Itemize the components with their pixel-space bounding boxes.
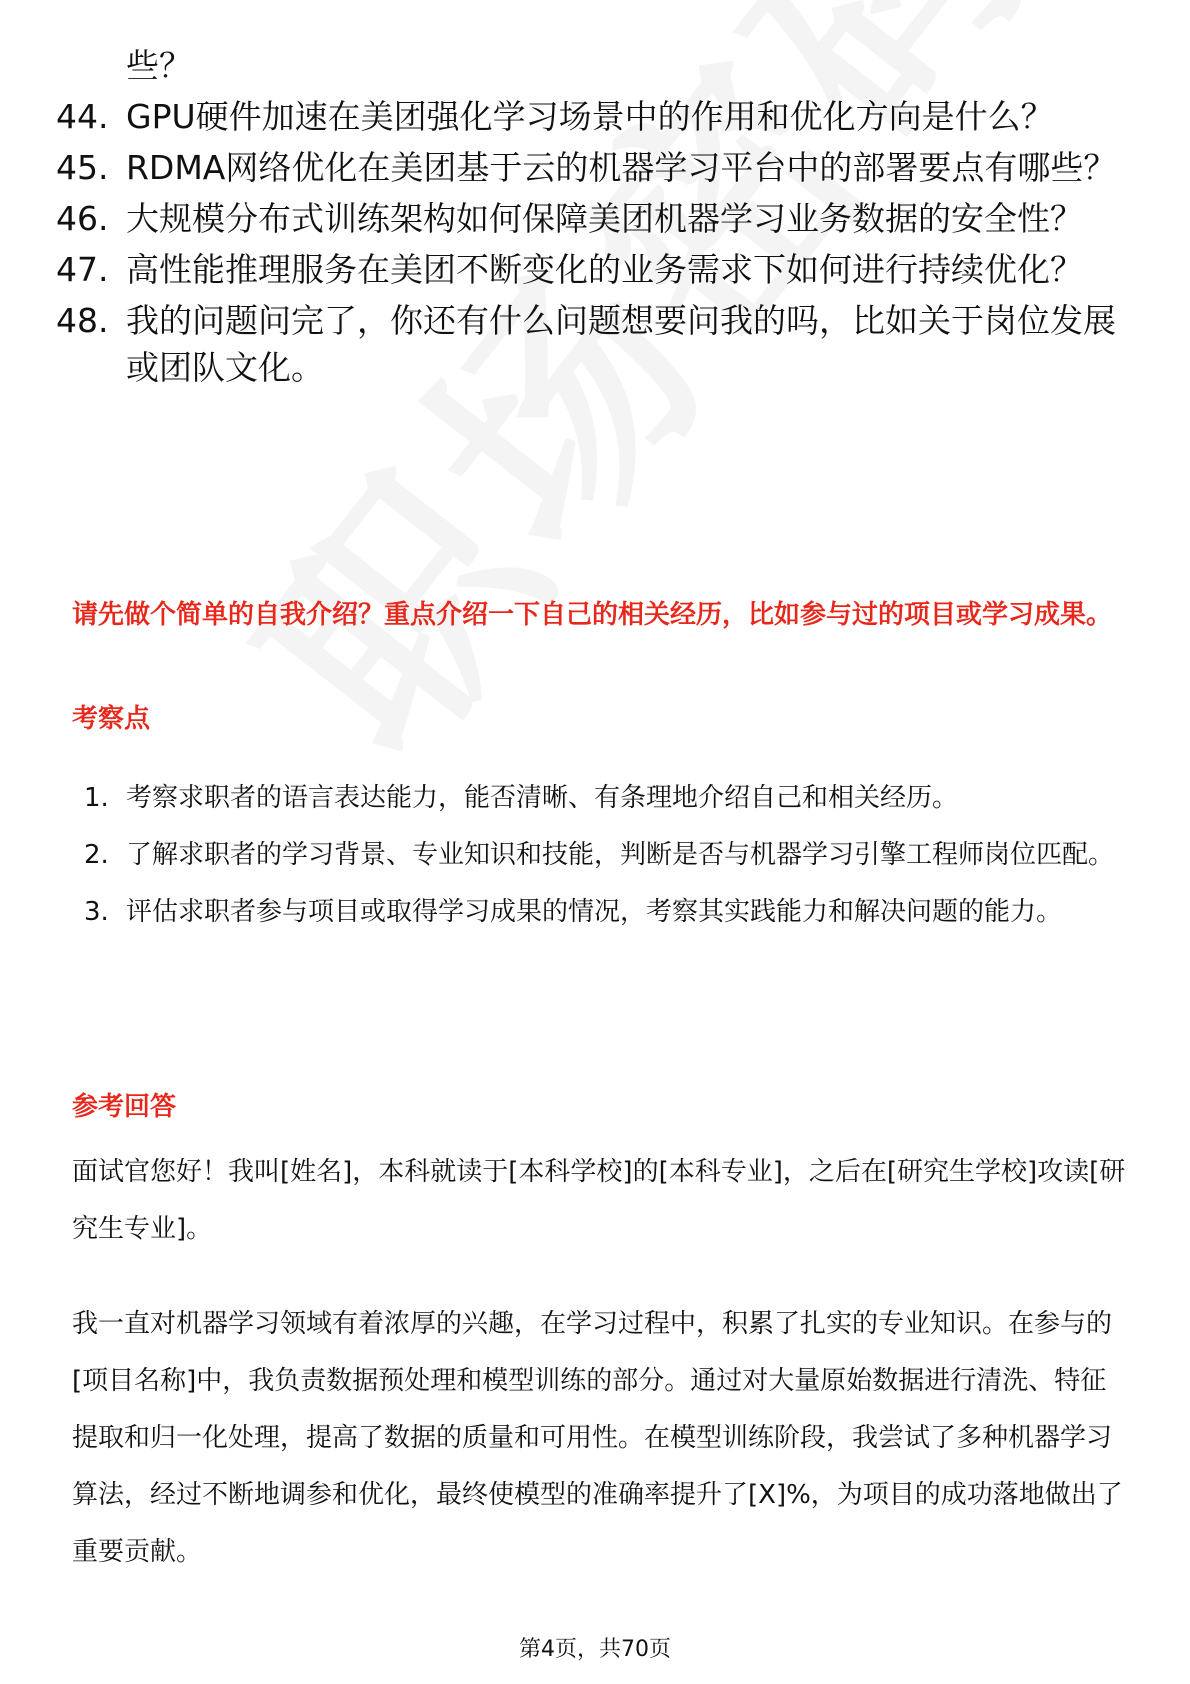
- assessment-heading: 考察点: [72, 704, 151, 734]
- assessment-number: 3.: [84, 897, 109, 927]
- assessment-text: 评估求职者参与项目或取得学习成果的情况，考察其实践能力和解决问题的能力。: [126, 897, 1063, 927]
- question-text: GPU硬件加速在美团强化学习场景中的作用和优化方向是什么？: [126, 97, 1054, 136]
- assessment-item: [84, 884, 1134, 941]
- question-number: 45.: [56, 148, 109, 187]
- assessment-list: [84, 770, 1134, 941]
- assessment-number: 1.: [84, 783, 109, 813]
- assessment-item: [84, 770, 1134, 827]
- question-continuation: 些？: [126, 46, 192, 85]
- question-list: [56, 42, 1136, 391]
- assessment-item: [84, 827, 1134, 884]
- question-text: 高性能推理服务在美团不断变化的业务需求下如何进行持续优化？: [126, 250, 1083, 289]
- question-number: 48.: [56, 301, 109, 340]
- question-item: [56, 246, 1136, 293]
- question-item: [56, 195, 1136, 242]
- answer-paragraph: 我一直对机器学习领域有着浓厚的兴趣，在学习过程中，积累了扎实的专业知识。在参与的[项目名称]中，我负责数据预处理和模型训练的部分。通过对大量原始数据进行清洗、特征提取和归一化处理，提高了数据的质量和可用性。在模型训练阶段，我尝试了多种机器学习算法，经过不断地调参和优化，最终使模型的准确率提升了[X]%，为项目的成功落地做出了重要贡献。: [72, 1309, 1123, 1567]
- assessment-number: 2.: [84, 840, 109, 870]
- question-text: RDMA网络优化在美团基于云的机器学习平台中的部署要点有哪些？: [126, 148, 1117, 187]
- answer-paragraph: 面试官您好！我叫[姓名]，本科就读于[本科学校]的[本科专业]，之后在[研究生学校]攻读[研究生专业]。: [72, 1157, 1126, 1244]
- question-number: 44.: [56, 97, 109, 136]
- question-item: [56, 297, 1136, 391]
- assessment-text: 考察求职者的语言表达能力，能否清晰、有条理地介绍自己和相关经历。: [126, 783, 959, 813]
- question-text: 大规模分布式训练架构如何保障美团机器学习业务数据的安全性？: [126, 199, 1083, 238]
- question-number: 47.: [56, 250, 109, 289]
- page-footer: 第4页，共70页: [519, 1637, 671, 1662]
- question-item: [56, 144, 1136, 191]
- question-item: [56, 93, 1136, 140]
- question-number: 46.: [56, 199, 109, 238]
- assessment-text: 了解求职者的学习背景、专业知识和技能，判断是否与机器学习引擎工程师岗位匹配。: [126, 840, 1115, 870]
- answer-heading: 参考回答: [72, 1092, 177, 1122]
- question-text: 我的问题问完了，你还有什么问题想要问我的吗，比如关于岗位发展或团队文化。: [126, 301, 1116, 387]
- highlight-question: 请先做个简单的自我介绍？重点介绍一下自己的相关经历，比如参与过的项目或学习成果。: [72, 600, 1113, 630]
